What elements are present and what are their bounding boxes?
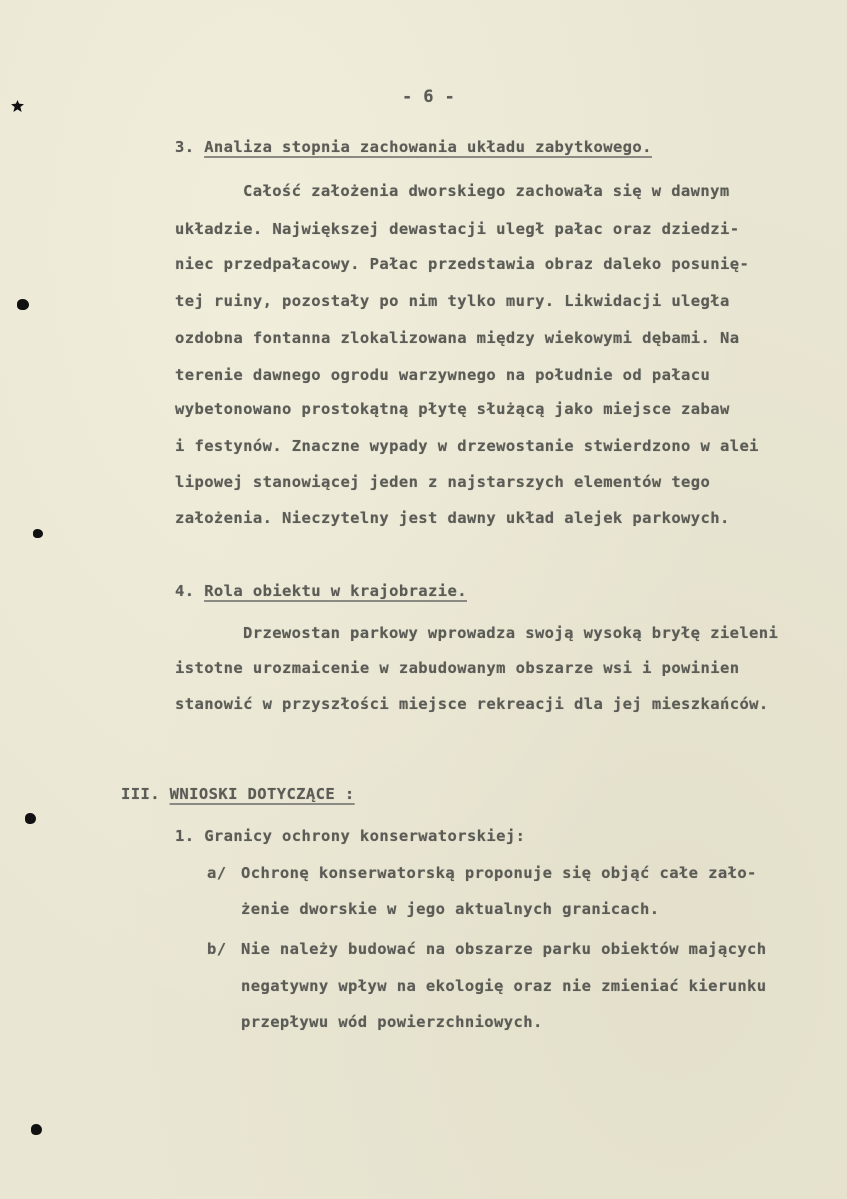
paragraph-line: negatywny wpływ na ekologię oraz nie zmieniać kierunku (241, 977, 767, 995)
paragraph-line: i festynów. Znaczne wypady w drzewostanie stwierdzono w alei (175, 437, 759, 455)
paragraph-line: Całość założenia dworskiego zachowała się w dawnym (243, 182, 730, 200)
item-1-label: 1. Granicy ochrony konserwatorskiej: (175, 827, 526, 845)
paragraph-line: istotne urozmaicenie w zabudowanym obszarze wsi i powinien (175, 659, 740, 677)
paragraph-line: Drzewostan parkowy wprowadza swoją wysoką bryłę zieleni (243, 624, 779, 642)
item-b-marker: b/ (207, 940, 227, 958)
item-a-marker: a/ (207, 864, 227, 882)
paragraph-line: ozdobna fontanna zlokalizowana między wiekowymi dębami. Na (175, 329, 740, 347)
section-4-title: Rola obiektu w krajobrazie. (204, 582, 467, 600)
section-3-heading (175, 138, 652, 156)
paragraph-line: założenia. Nieczytelny jest dawny układ alejek parkowych. (175, 509, 730, 527)
section-3-number: 3. (175, 138, 195, 156)
punch-hole-mark (17, 299, 29, 310)
paragraph-line: lipowej stanowiącej jeden z najstarszych elementów tego (175, 473, 711, 491)
chapter-3-title: WNIOSKI DOTYCZĄCE : (169, 785, 355, 803)
chapter-3-heading (121, 785, 355, 803)
punch-hole-mark (33, 529, 43, 538)
page-number: - 6 - (402, 87, 456, 107)
paragraph-line: wybetonowano prostokątną płytę służącą jako miejsce zabaw (175, 400, 730, 418)
paragraph-line: przepływu wód powierzchniowych. (241, 1013, 543, 1031)
punch-hole-mark (11, 100, 24, 112)
punch-hole-mark (25, 813, 36, 824)
paragraph-line: Nie należy budować na obszarze parku obiektów mających (241, 940, 767, 958)
paragraph-line: układzie. Największej dewastacji uległ pałac oraz dziedzi- (175, 220, 740, 238)
section-4-number: 4. (175, 582, 195, 600)
punch-hole-mark (31, 1124, 42, 1135)
chapter-3-number: III. (121, 785, 160, 803)
section-3-title: Analiza stopnia zachowania układu zabytkowego. (204, 138, 652, 156)
paragraph-line: stanowić w przyszłości miejsce rekreacji dla jej mieszkańców. (175, 695, 769, 713)
paragraph-line: Ochronę konserwatorską proponuje się objąć całe zało- (241, 864, 757, 882)
paragraph-line: żenie dworskie w jego aktualnych granicach. (241, 900, 660, 918)
paragraph-line: tej ruiny, pozostały po nim tylko mury. Likwidacji uległa (175, 292, 730, 310)
paragraph-line: niec przedpałacowy. Pałac przedstawia obraz daleko posunię- (175, 255, 750, 273)
paragraph-line: terenie dawnego ogrodu warzywnego na południe od pałacu (175, 366, 711, 384)
section-4-heading (175, 582, 467, 600)
